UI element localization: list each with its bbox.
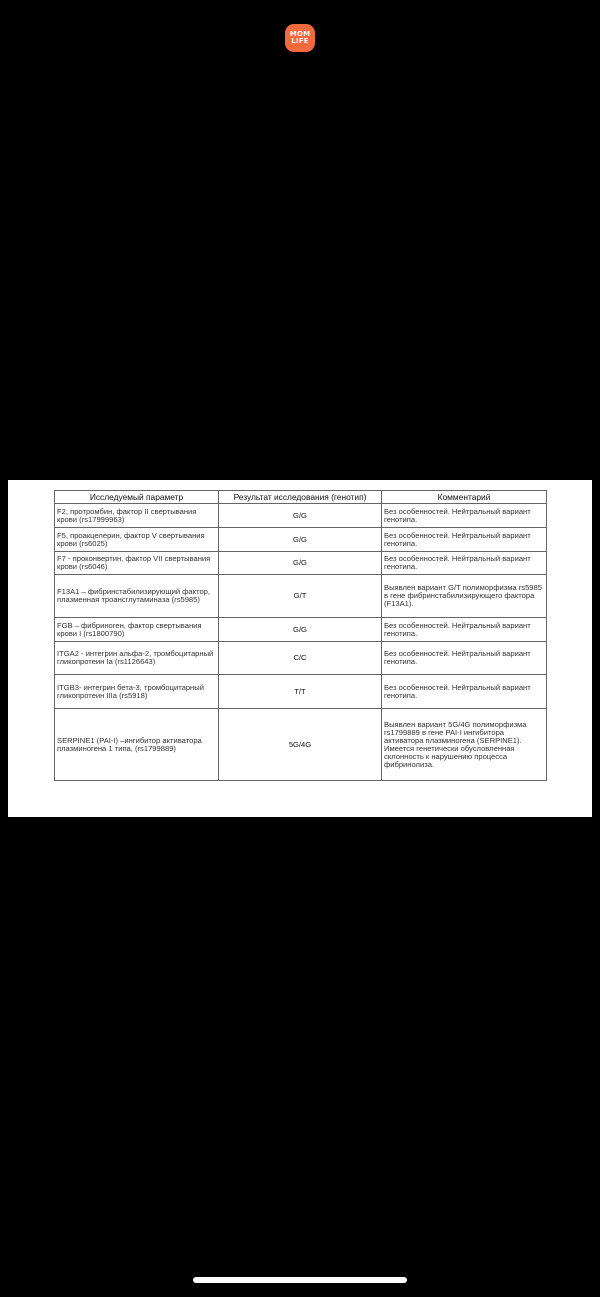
result-cell: G/G [219, 618, 382, 642]
table-row [55, 528, 547, 552]
param-cell: F13A1 – фибринстабилизирующий фактор, плазменная трoансглутаминаза (rs5985) [55, 575, 219, 618]
genotype-results-table [54, 490, 547, 781]
comment-cell: Без особенностей. Нейтральный вариант генотипа. [382, 528, 547, 552]
comment-cell: Без особенностей. Нейтральный вариант генотипа. [382, 504, 547, 528]
result-cell: G/G [219, 504, 382, 528]
param-cell: SERPINE1 (PAI-I) –ингибитор активатора плазминогена 1 типа, (rs1799889) [55, 709, 219, 781]
param-cell: ITGA2 - интегрин альфа-2, тромбоцитарный гликопротеин Ia (rs1126643) [55, 642, 219, 675]
param-cell: F5, проакцелерин, фактор V свертывания крови (rs6025) [55, 528, 219, 552]
logo-text-line2: LIFE [291, 37, 309, 45]
comment-cell: Выявлен вариант 5G/4G полиморфизма rs1799889 в гене PAI-I ингибитора активатора плазминогена (SERPINE1). Имеется генетически обусловленная склонность к нарушению процесса фибринолиза. [382, 709, 547, 781]
table-row [55, 575, 547, 618]
result-cell: G/T [219, 575, 382, 618]
table-row [55, 552, 547, 575]
param-cell: FGB – фибриноген, фактор свертывания крови I (rs1800790) [55, 618, 219, 642]
comment-cell: Без особенностей. Нейтральный вариант генотипа. [382, 675, 547, 709]
result-cell: C/C [219, 642, 382, 675]
table-row [55, 675, 547, 709]
comment-cell: Без особенностей. Нейтральный вариант генотипа. [382, 618, 547, 642]
result-cell: 5G/4G [219, 709, 382, 781]
table-row [55, 709, 547, 781]
table-row [55, 504, 547, 528]
table-header-row [55, 491, 547, 504]
header-comment: Комментарий [382, 491, 547, 504]
header-param: Исследуемый параметр [55, 491, 219, 504]
mom-life-logo [285, 24, 315, 52]
home-indicator[interactable] [193, 1277, 407, 1283]
table-row [55, 642, 547, 675]
param-cell: ITGB3- интегрин бета-3, тромбоцитарный гликопротеин IIIa (rs5918) [55, 675, 219, 709]
comment-cell: Без особенностей. Нейтральный вариант генотипа. [382, 552, 547, 575]
result-cell: G/G [219, 528, 382, 552]
header-result: Результат исследования (генотип) [219, 491, 382, 504]
param-cell: F7 - проконвертин, фактор VII свертывания крови (rs6046) [55, 552, 219, 575]
comment-cell: Выявлен вариант G/T полиморфизма rs5985 в гене фибринстабилизирующего фактора (F13A1). [382, 575, 547, 618]
result-cell: G/G [219, 552, 382, 575]
logo-text-line1: MOM [289, 30, 311, 38]
param-cell: F2, протромбин, фактор II свертывания крови (rs17999963) [55, 504, 219, 528]
result-cell: T/T [219, 675, 382, 709]
table-row [55, 618, 547, 642]
document-image [8, 480, 592, 817]
comment-cell: Без особенностей. Нейтральный вариант генотипа. [382, 642, 547, 675]
